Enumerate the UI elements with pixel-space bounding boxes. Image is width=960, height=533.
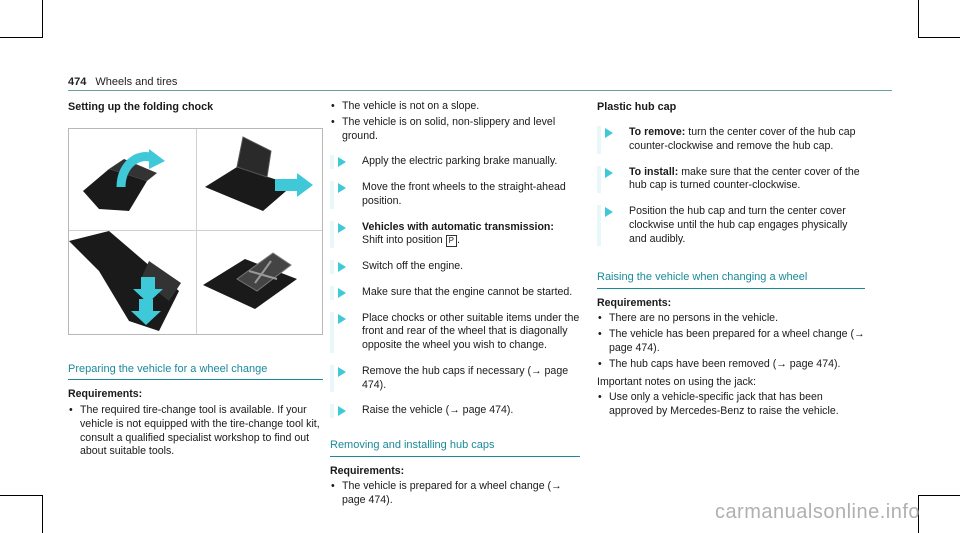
instruction-step: Make sure that the engine cannot be started. [330, 286, 580, 300]
instruction-step: Vehicles with automatic transmission: Shift into position P . [330, 221, 580, 249]
chock-step-2-image [197, 129, 324, 230]
step-arrow-icon [338, 367, 346, 377]
crop-mark [918, 495, 960, 496]
column-2 [330, 100, 580, 510]
list-item: • The required tire-change tool is available. If your vehicle is not equipped with the tire-change tool kit, consult a qualified specialist workshop to find out about suitable tools. [68, 404, 323, 459]
section-title-preparing: Preparing the vehicle for a wheel change [68, 362, 323, 380]
chock-step-4-image [197, 231, 324, 332]
jack-notes-label: Important notes on using the jack: [597, 375, 756, 388]
step-arrow-icon [338, 406, 346, 416]
instruction-step: Position the hub cap and turn the center cover clockwise until the hub cap engages physically and audibly. [597, 205, 865, 246]
step-arrow-icon [338, 288, 346, 298]
list-item: • Use only a vehicle-specific jack that has been approved by Mercedes-Benz to raise the vehicle. [597, 391, 865, 419]
section-title-raising: Raising the vehicle when changing a wheel [597, 270, 865, 288]
crop-mark [918, 0, 919, 38]
section-title-hub-caps: Removing and installing hub caps [330, 438, 580, 456]
column-3 [597, 100, 865, 421]
gear-p-symbol: P [446, 235, 457, 247]
crop-mark [0, 37, 42, 38]
page-header [68, 75, 177, 89]
step-arrow-icon [338, 262, 346, 272]
folding-chock-heading: Setting up the folding chock [68, 101, 214, 113]
chock-step-1-image [69, 129, 196, 230]
instruction-step: Raise the vehicle (→ page 474). [330, 404, 580, 418]
requirements-label: Requirements: [597, 296, 672, 309]
list-item: • The vehicle has been prepared for a wheel change (→ page 474). [597, 328, 865, 356]
crop-mark [42, 0, 43, 38]
step-arrow-icon [605, 168, 613, 178]
requirements-label: Requirements: [330, 464, 405, 477]
step-arrow-icon [605, 207, 613, 217]
step-arrow-icon [338, 157, 346, 167]
header-rule [68, 90, 892, 91]
instruction-step: To install: make sure that the center cover of the hub cap is turned counter-clockwise. [597, 166, 865, 194]
step-arrow-icon [338, 183, 346, 193]
list-item: • The hub caps have been removed (→ page 474). [597, 358, 865, 372]
step-arrow-icon [605, 128, 613, 138]
crop-mark [918, 37, 960, 38]
instruction-step: Place chocks or other suitable items under the front and rear of the wheel that is diagonally opposite the wheel you wish to change. [330, 312, 580, 353]
list-item: • There are no persons in the vehicle. [597, 312, 865, 326]
plastic-hub-cap-heading: Plastic hub cap [597, 101, 677, 113]
instruction-step: Remove the hub caps if necessary (→ page 474). [330, 365, 580, 393]
step-arrow-icon [338, 314, 346, 324]
instruction-step: Move the front wheels to the straight-ahead position. [330, 181, 580, 209]
instruction-step: Apply the electric parking brake manually. [330, 155, 580, 169]
watermark: carmanualsonline.info [714, 501, 920, 523]
folding-chock-illustration [68, 128, 323, 335]
page-header-title: Wheels and tires [95, 76, 178, 88]
column-1 [68, 100, 323, 461]
page-number: 474 [68, 76, 87, 88]
instruction-step: To remove: turn the center cover of the hub cap counter-clockwise and remove the hub cap. [597, 126, 865, 154]
step-arrow-icon [338, 223, 346, 233]
instruction-step: Switch off the engine. [330, 260, 580, 274]
list-item: • The vehicle is on solid, non-slippery and level ground. [330, 116, 580, 144]
crop-mark [42, 495, 43, 533]
crop-mark [0, 495, 42, 496]
list-item: • The vehicle is prepared for a wheel change (→ page 474). [330, 480, 580, 508]
chock-step-3-image [69, 231, 196, 332]
requirements-label: Requirements: [68, 388, 143, 401]
list-item: • The vehicle is not on a slope. [330, 100, 580, 114]
